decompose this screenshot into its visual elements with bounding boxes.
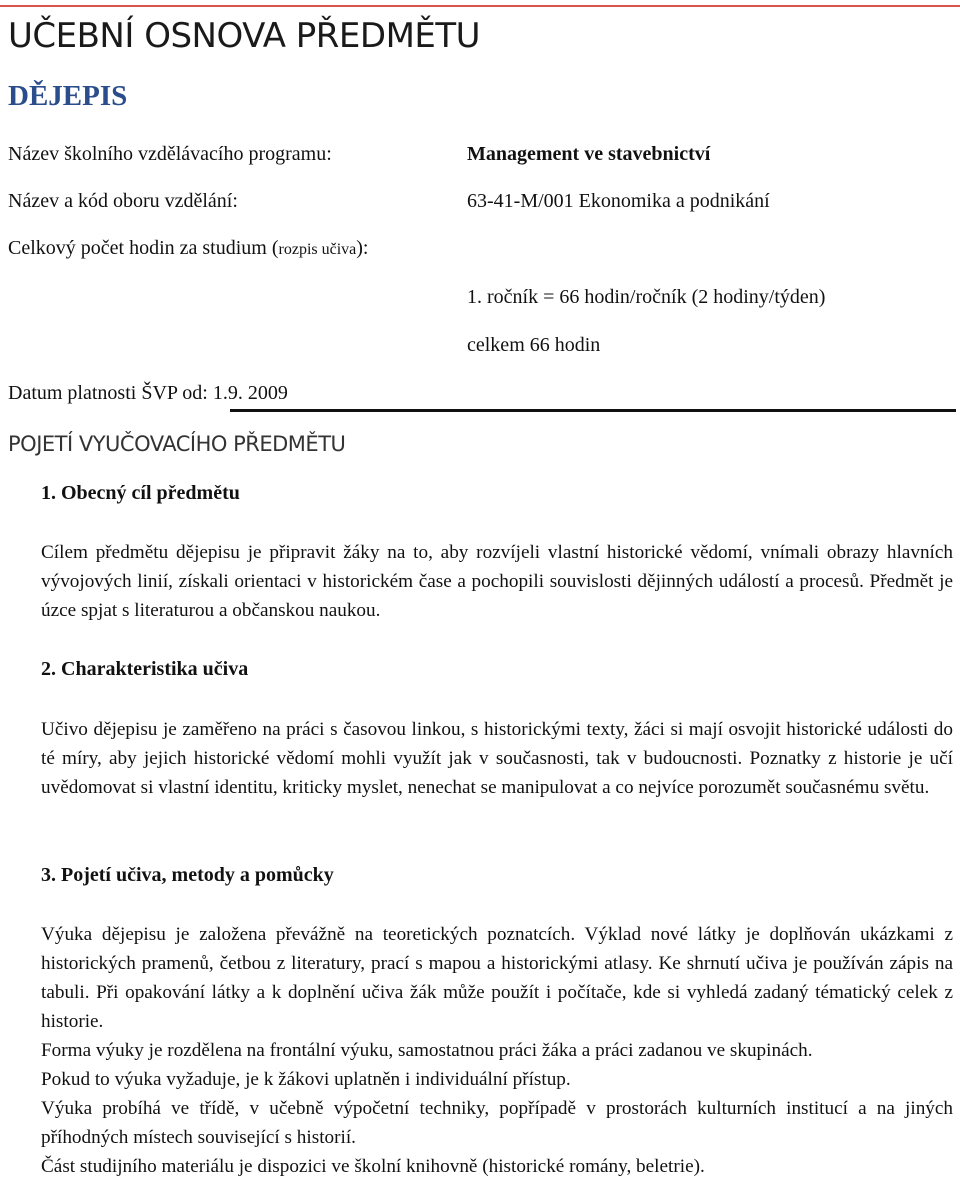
hours-label-note: rozpis učiva [278,241,357,258]
methods-paragraph-1: Výuka dějepisu je založena převážně na teoretických poznatcích. Výklad nové látky je doplňován ukázkami z historických pramenů, četbou z literatury, prací s mapou a historickými atlasy. Ke shrnutí učiva je používán zápis na tabuli. Při opakování látky a k doplnění učiva žák může použít i počítače, kde si vyhledá zadaný tématický celek z historie. [41,924,953,1032]
goal-paragraph: Cílem předmětu dějepisu je připravit žáky na to, aby rozvíjeli vlastní historické vědomí, vnímali obrazy hlavních vývojových linií, získali orientaci v historickém čase a pochopili souvislosti dějinných událostí a procesů. Předmět je úzce spjat s literaturou a občanskou naukou. [41,542,953,621]
section-text-goal [41,538,953,625]
section-divider [230,409,956,412]
document-title: UČEBNÍ OSNOVA PŘEDMĚTU [8,16,481,56]
total-hours-label [8,237,368,260]
hours-label-main: Celkový počet hodin za studium ( [8,237,279,259]
section-text-characteristics [41,715,953,802]
methods-paragraph-4: Výuka probíhá ve třídě, v učebně výpočetní techniky, popřípadě v prostorách kulturních institucí a na jiných příhodných místech související s historií. [41,1098,953,1148]
concept-heading: POJETÍ VYUČOVACÍHO PŘEDMĚTU [8,432,346,456]
hours-total: celkem 66 hodin [467,334,601,356]
field-label: Název a kód oboru vzdělání: [8,190,238,212]
validity-date: Datum platnosti ŠVP od: 1.9. 2009 [8,382,288,404]
section-text-methods [41,920,953,1181]
field-value: 63-41-M/001 Ekonomika a podnikání [467,190,770,212]
methods-paragraph-2: Forma výuky je rozdělena na frontální výuku, samostatnou práci žáka a práci zadanou ve skupinách. [41,1040,813,1061]
program-label: Název školního vzdělávacího programu: [8,143,332,165]
top-rule [0,5,960,7]
methods-paragraph-3: Pokud to výuka vyžaduje, je k žákovi uplatněn i individuální přístup. [41,1069,571,1090]
section-heading-methods: 3. Pojetí učiva, metody a pomůcky [41,864,334,886]
hours-per-year: 1. ročník = 66 hodin/ročník (2 hodiny/týden) [467,286,826,308]
section-heading-goal: 1. Obecný cíl předmětu [41,482,240,504]
characteristics-paragraph: Učivo dějepisu je zaměřeno na práci s časovou linkou, s historickými texty, žáci si mají osvojit historické události do té míry, aby jejich historické vědomí mohli využít jak v současnosti, tak v budoucnosti. Poznatky z historie je učí uvědomovat si vlastní identitu, kriticky myslet, nenechat se manipulovat a co nejvíce porozumět současnému světu. [41,719,953,798]
subject-title: DĚJEPIS [8,80,128,112]
hours-label-end: ): [356,237,369,259]
methods-paragraph-5: Část studijního materiálu je dispozici ve školní knihovně (historické romány, beletrie). [41,1156,705,1177]
section-heading-characteristics: 2. Charakteristika učiva [41,658,249,680]
program-value: Management ve stavebnictví [467,143,711,165]
